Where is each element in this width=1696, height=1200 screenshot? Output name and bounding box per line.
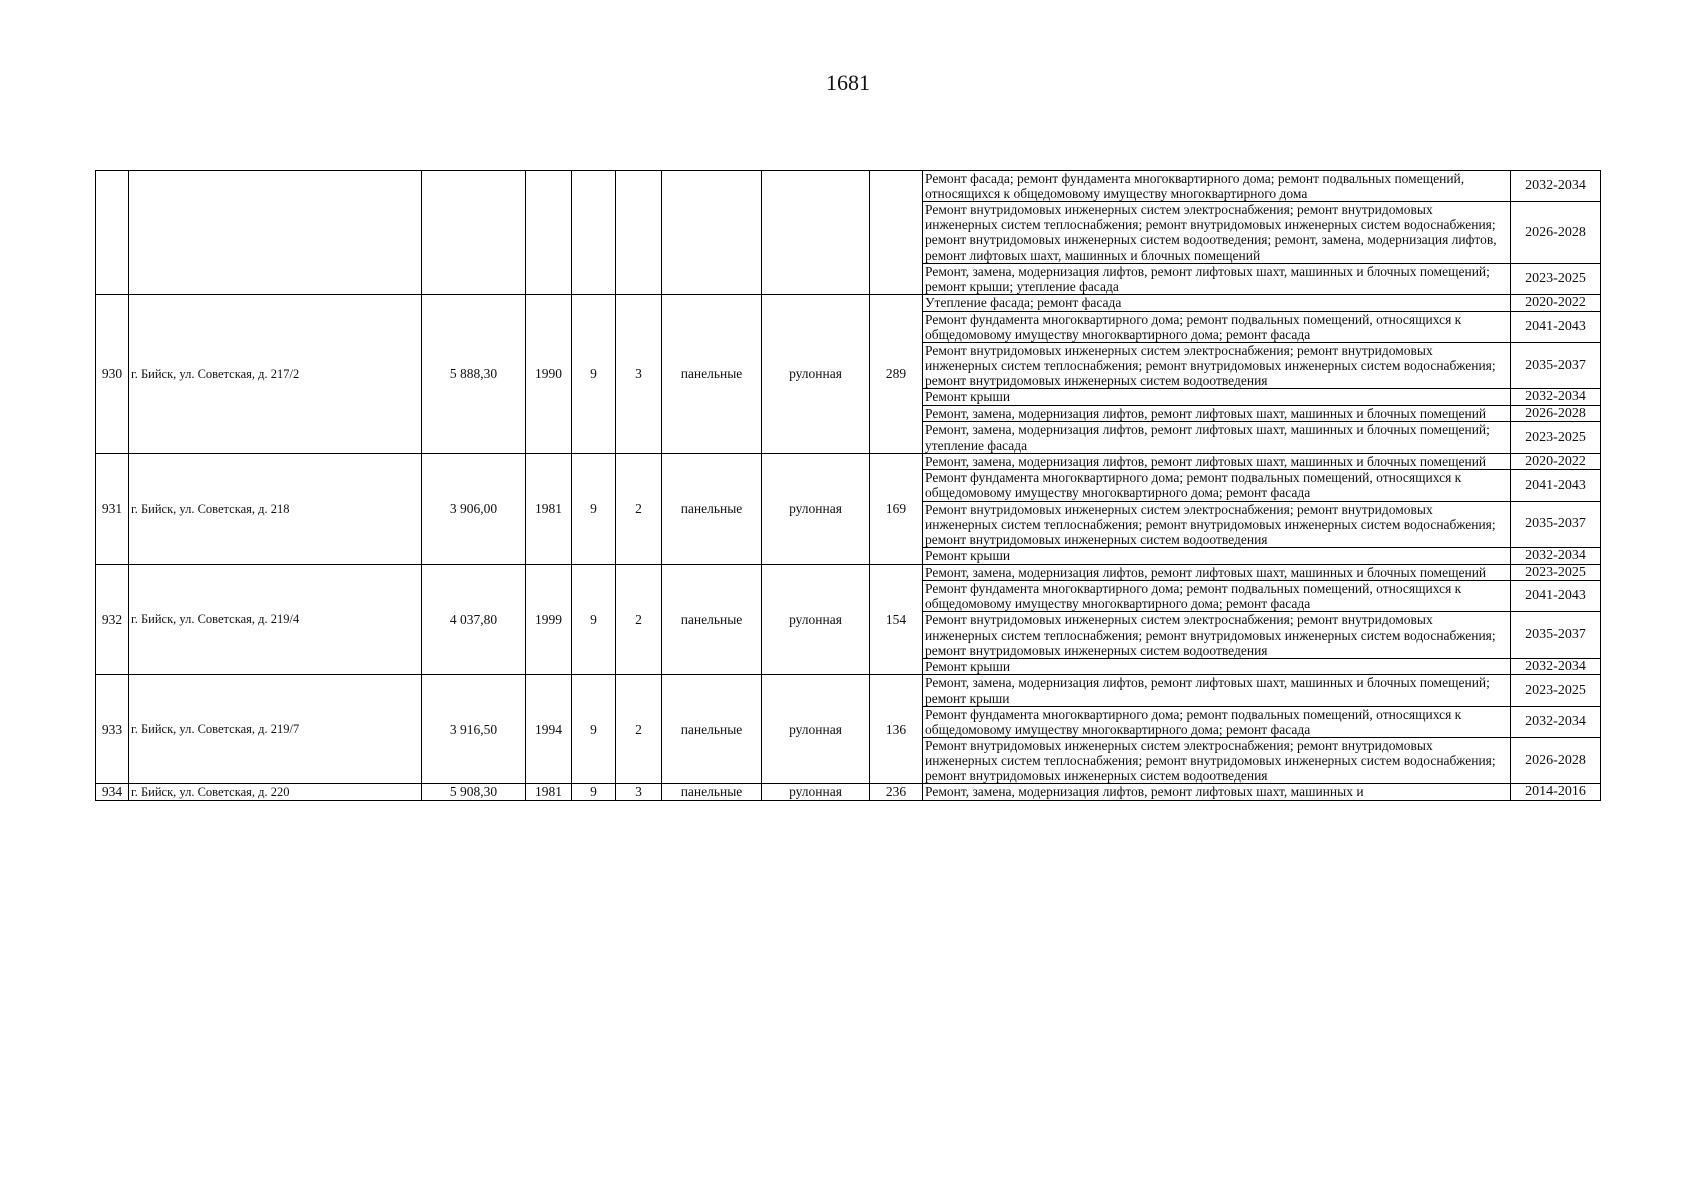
repair-work-description: Ремонт внутридомовых инженерных систем электроснабжения; ремонт внутридомовых инженерных систем теплоснабжения; ремонт внутридомовых инженерных систем водоснабжения; ремонт внутридомовых инженерных систем водоотведения <box>923 737 1511 783</box>
repair-work-description: Ремонт, замена, модернизация лифтов, ремонт лифтовых шахт, машинных и блочных помещений <box>923 564 1511 581</box>
table-row <box>96 294 1601 311</box>
repair-period: 2014-2016 <box>1511 784 1601 801</box>
repair-period: 2023-2025 <box>1511 675 1601 706</box>
house-number-empty <box>96 171 129 295</box>
residents-count: 289 <box>870 294 923 453</box>
repair-period: 2032-2034 <box>1511 547 1601 564</box>
repair-period: 2026-2028 <box>1511 405 1601 422</box>
house-number: 932 <box>96 564 129 675</box>
roof-type: рулонная <box>762 675 870 784</box>
address: г. Бийск, ул. Советская, д. 219/7 <box>129 675 422 784</box>
entrances-count: 3 <box>616 784 662 801</box>
entrances-count-empty <box>616 171 662 295</box>
repair-work-description: Ремонт фундамента многоквартирного дома; ремонт подвальных помещений, относящихся к общедомовому имуществу многоквартирного дома; ремонт фасада <box>923 470 1511 501</box>
repair-work-description: Ремонт, замена, модернизация лифтов, ремонт лифтовых шахт, машинных и блочных помещений; утепление фасада <box>923 422 1511 453</box>
repair-work-description: Ремонт фундамента многоквартирного дома; ремонт подвальных помещений, относящихся к общедомовому имуществу многоквартирного дома; ремонт фасада <box>923 311 1511 342</box>
table-row <box>96 675 1601 706</box>
build-year: 1990 <box>526 294 572 453</box>
floors-count-empty <box>572 171 616 295</box>
roof-type: рулонная <box>762 784 870 801</box>
total-area-empty <box>422 171 526 295</box>
repair-period: 2023-2025 <box>1511 263 1601 294</box>
repair-work-description: Ремонт, замена, модернизация лифтов, ремонт лифтовых шахт, машинных и <box>923 784 1511 801</box>
repair-period: 2026-2028 <box>1511 737 1601 783</box>
capital-repair-table <box>95 170 1601 801</box>
repair-period: 2041-2043 <box>1511 581 1601 612</box>
address: г. Бийск, ул. Советская, д. 218 <box>129 453 422 564</box>
residents-count: 136 <box>870 675 923 784</box>
entrances-count: 2 <box>616 453 662 564</box>
table-row <box>96 171 1601 202</box>
house-number: 931 <box>96 453 129 564</box>
wall-material: панельные <box>662 784 762 801</box>
repair-work-description: Ремонт, замена, модернизация лифтов, ремонт лифтовых шахт, машинных и блочных помещений; ремонт крыши; утепление фасада <box>923 263 1511 294</box>
repair-work-description: Ремонт, замена, модернизация лифтов, ремонт лифтовых шахт, машинных и блочных помещений; ремонт крыши <box>923 675 1511 706</box>
repair-period: 2020-2022 <box>1511 294 1601 311</box>
wall-material: панельные <box>662 453 762 564</box>
build-year: 1981 <box>526 784 572 801</box>
repair-work-description: Ремонт внутридомовых инженерных систем электроснабжения; ремонт внутридомовых инженерных систем теплоснабжения; ремонт внутридомовых инженерных систем водоснабжения; ремонт внутридомовых инженерных систем водоотведения <box>923 612 1511 658</box>
entrances-count: 2 <box>616 564 662 675</box>
repair-work-description: Ремонт крыши <box>923 547 1511 564</box>
roof-type: рулонная <box>762 294 870 453</box>
page-number: 1681 <box>826 70 870 95</box>
repair-work-description: Ремонт внутридомовых инженерных систем электроснабжения; ремонт внутридомовых инженерных систем теплоснабжения; ремонт внутридомовых инженерных систем водоснабжения; ремонт внутридомовых инженерных систем водоотведения <box>923 342 1511 388</box>
repair-period: 2023-2025 <box>1511 422 1601 453</box>
table-row <box>96 564 1601 581</box>
house-number: 934 <box>96 784 129 801</box>
wall-material: панельные <box>662 675 762 784</box>
total-area: 3 916,50 <box>422 675 526 784</box>
floors-count: 9 <box>572 675 616 784</box>
repair-work-description: Ремонт фундамента многоквартирного дома; ремонт подвальных помещений, относящихся к общедомовому имуществу многоквартирного дома; ремонт фасада <box>923 581 1511 612</box>
floors-count: 9 <box>572 453 616 564</box>
wall-material: панельные <box>662 294 762 453</box>
house-number: 930 <box>96 294 129 453</box>
repair-work-description: Ремонт внутридомовых инженерных систем электроснабжения; ремонт внутридомовых инженерных систем теплоснабжения; ремонт внутридомовых инженерных систем водоснабжения; ремонт внутридомовых инженерных систем водоотведения <box>923 501 1511 547</box>
entrances-count: 2 <box>616 675 662 784</box>
floors-count: 9 <box>572 294 616 453</box>
repair-work-description: Ремонт крыши <box>923 389 1511 406</box>
address: г. Бийск, ул. Советская, д. 220 <box>129 784 422 801</box>
repair-period: 2041-2043 <box>1511 470 1601 501</box>
roof-type-empty <box>762 171 870 295</box>
build-year: 1994 <box>526 675 572 784</box>
house-number: 933 <box>96 675 129 784</box>
residents-count-empty <box>870 171 923 295</box>
repair-work-description: Ремонт, замена, модернизация лифтов, ремонт лифтовых шахт, машинных и блочных помещений <box>923 453 1511 470</box>
wall-material-empty <box>662 171 762 295</box>
repair-work-description: Ремонт, замена, модернизация лифтов, ремонт лифтовых шахт, машинных и блочных помещений <box>923 405 1511 422</box>
repair-work-description: Ремонт крыши <box>923 658 1511 675</box>
residents-count: 154 <box>870 564 923 675</box>
wall-material: панельные <box>662 564 762 675</box>
total-area: 5 888,30 <box>422 294 526 453</box>
table-body <box>96 171 1601 801</box>
floors-count: 9 <box>572 784 616 801</box>
repair-period: 2032-2034 <box>1511 706 1601 737</box>
entrances-count: 3 <box>616 294 662 453</box>
repair-period: 2035-2037 <box>1511 342 1601 388</box>
build-year: 1981 <box>526 453 572 564</box>
roof-type: рулонная <box>762 564 870 675</box>
roof-type: рулонная <box>762 453 870 564</box>
repair-period: 2032-2034 <box>1511 171 1601 202</box>
repair-work-description: Ремонт внутридомовых инженерных систем электроснабжения; ремонт внутридомовых инженерных систем теплоснабжения; ремонт внутридомовых инженерных систем водоснабжения; ремонт внутридомовых инженерных систем водоотведения; ремонт, замена, модернизация лифтов, ремонт лифтовых шахт, машинных и блочных помещений <box>923 202 1511 263</box>
repair-work-description: Ремонт фасада; ремонт фундамента многоквартирного дома; ремонт подвальных помещений, относящихся к общедомовому имуществу многоквартирного дома <box>923 171 1511 202</box>
total-area: 3 906,00 <box>422 453 526 564</box>
repair-period: 2035-2037 <box>1511 612 1601 658</box>
build-year: 1999 <box>526 564 572 675</box>
address-empty <box>129 171 422 295</box>
table-row <box>96 784 1601 801</box>
repair-period: 2023-2025 <box>1511 564 1601 581</box>
total-area: 4 037,80 <box>422 564 526 675</box>
table-row <box>96 453 1601 470</box>
build-year-empty <box>526 171 572 295</box>
residents-count: 236 <box>870 784 923 801</box>
address: г. Бийск, ул. Советская, д. 219/4 <box>129 564 422 675</box>
repair-period: 2032-2034 <box>1511 389 1601 406</box>
total-area: 5 908,30 <box>422 784 526 801</box>
repair-period: 2020-2022 <box>1511 453 1601 470</box>
address: г. Бийск, ул. Советская, д. 217/2 <box>129 294 422 453</box>
repair-period: 2041-2043 <box>1511 311 1601 342</box>
repair-period: 2035-2037 <box>1511 501 1601 547</box>
repair-work-description: Утепление фасада; ремонт фасада <box>923 294 1511 311</box>
repair-period: 2032-2034 <box>1511 658 1601 675</box>
repair-period: 2026-2028 <box>1511 202 1601 263</box>
repair-work-description: Ремонт фундамента многоквартирного дома; ремонт подвальных помещений, относящихся к общедомовому имуществу многоквартирного дома; ремонт фасада <box>923 706 1511 737</box>
residents-count: 169 <box>870 453 923 564</box>
floors-count: 9 <box>572 564 616 675</box>
